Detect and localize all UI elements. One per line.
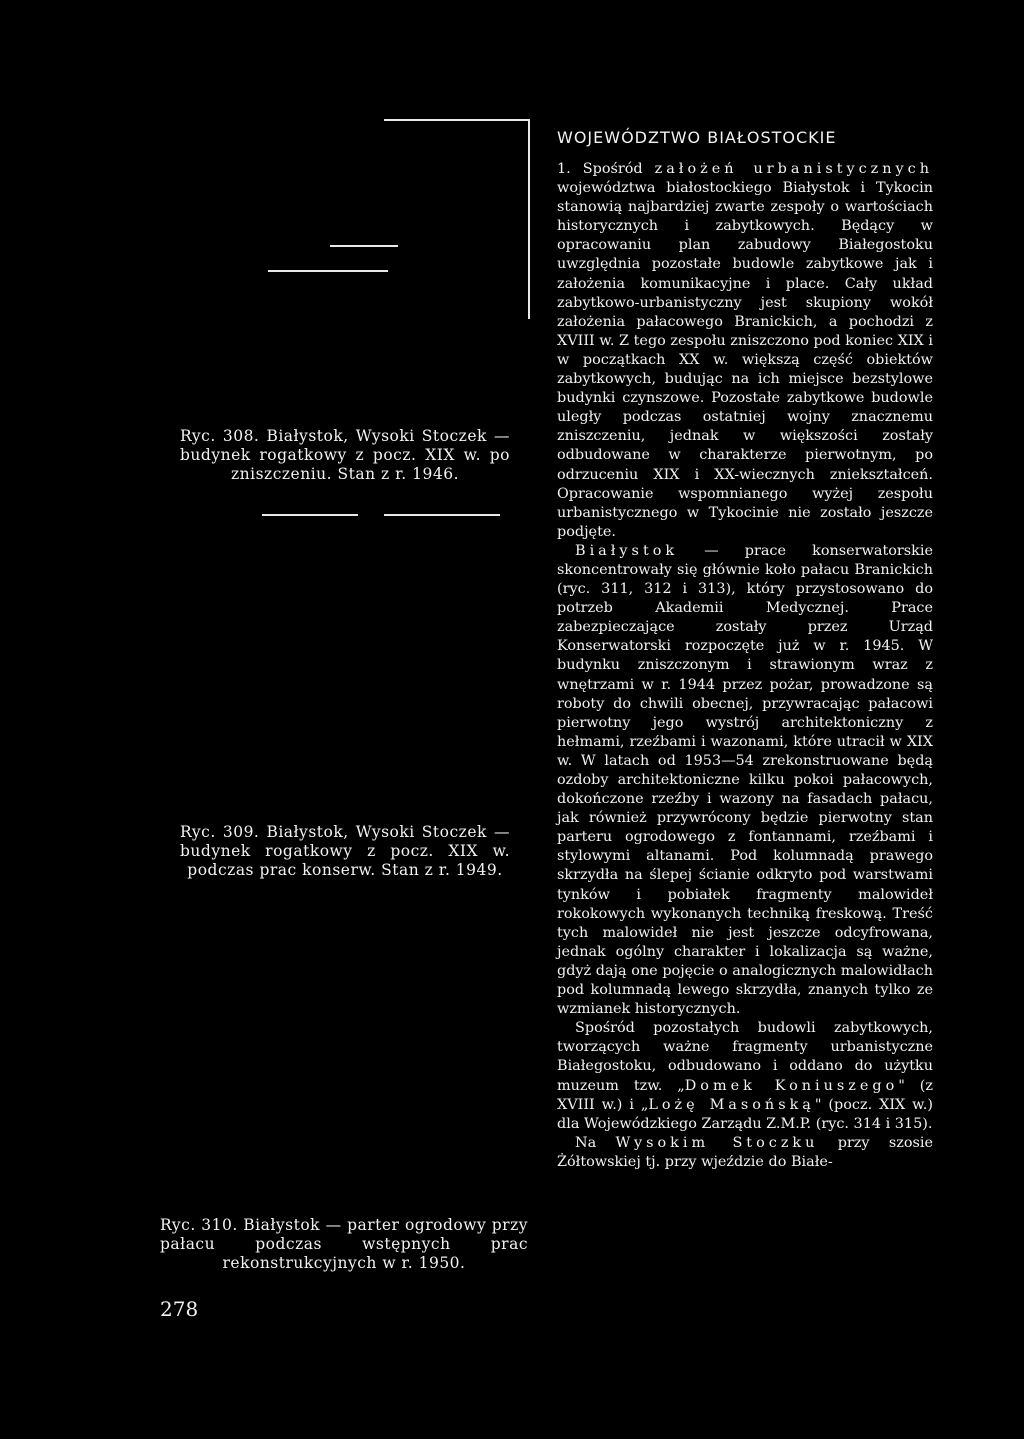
caption-ryc-308: Ryc. 308. Białystok, Wysoki Stoczek — budynek rogatkowy z pocz. XIX w. po zniszczeniu. Stan z r. 1946.	[180, 427, 510, 483]
body-text	[557, 160, 933, 1172]
paragraph-2: Białystok — prace konserwatorskie skoncentrowały się głównie koło pałacu Branickich (ryc. 311, 312 i 313), który przystosowano do potrzeb Akademii Medycznej. Prace zabezpieczające zostały przez Urząd Konserwatorski rozpoczęte już w r. 1945. W budynku zniszczonym i strawionym wraz z wnętrzami w r. 1944 przez pożar, prowadzone są roboty do chwili obecnej, przywracając pałacowi pierwotny jego wystrój architektoniczny z hełmami, rzeźbami i wazonami, które utracił w XIX w. W latach od 1953—54 zrekonstruowane będą ozdoby architektoniczne kilku pokoi pałacowych, dokończone rzeźby i wazony na fasadach pałacu, jak również przywrócony będzie pierwotny stan parteru ogrodowego z fontannami, rzeźbami i stylowymi altanami. Pod kolumnadą prawego skrzydła na ślepej ścianie odkryto pod warstwami tynków i pobiałek fragmenty malowideł rokokowych wykonanych techniką freskową. Treść tych malowideł nie jest jeszcze odcyfrowana, jednak ogólny charakter i lokalizacja są ważne, gdyż dają one pojęcie o analogicznych malowidłach pod kolumnadą lewego skrzydła, znanych tylko ze wzmianek historycznych.	[557, 542, 933, 1018]
top-rule	[384, 119, 530, 121]
separator-rule-right	[384, 514, 500, 516]
page-number: 278	[160, 1297, 199, 1321]
paragraph-1: 1. Spośród założeń urbanistycznych województwa białostockiego Białystok i Tykocin stanowią najbardziej zwarte zespoły o wartościach historycznych i zabytkowych. Będący w opracowaniu plan zabudowy Białegostoku uwzględnia pozostałe budowle zabytkowe jak i założenia komunikacyjne i place. Cały układ zabytkowo-urbanistyczny jest skupiony wokół założenia pałacowego Branickich, a pochodzi z XVIII w. Z tego zespołu zniszczono pod koniec XIX i w początkach XX w. większą część obiektów zabytkowych, budując na ich miejsce bezstylowe budynki czynszowe. Pozostałe zabytkowe budowle uległy podczas ostatniej wojny znacznemu zniszczeniu, jednak w większości zostały odbudowane w charakterze pierwotnym, po odrzuceniu XIX i XX-wiecznych zniekształceń. Opracowanie wspomnianego wyżej zespołu urbanistycznego w Tykocinie nie zostało jeszcze podjęte.	[557, 161, 933, 540]
mark-rule	[330, 245, 398, 247]
caption-ryc-309: Ryc. 309. Białystok, Wysoki Stoczek — budynek rogatkowy z pocz. XIX w. podczas prac konserw. Stan z r. 1949.	[180, 823, 510, 879]
paragraph-3: Spośród pozostałych budowli zabytkowych, tworzących ważne fragmenty urbanistyczne Białegostoku, odbudowano i oddano do użytku muzeum tzw. „Domek Koniuszego" (z XVIII w.) i „Lożę Masońską" (pocz. XIX w.) dla Wojewódzkiego Zarządu Z.M.P. (ryc. 314 i 315).	[557, 1020, 934, 1132]
section-heading: WOJEWÓDZTWO BIAŁOSTOCKIE	[557, 128, 837, 147]
caption-ryc-310: Ryc. 310. Białystok — parter ogrodowy przy pałacu podczas wstępnych prac rekonstrukcyjnych w r. 1950.	[160, 1216, 528, 1272]
vertical-rule	[528, 119, 530, 319]
mark-rule	[268, 270, 388, 272]
paragraph-4: Na Wysokim Stoczku przy szosie Żółtowskiej tj. przy wjeździe do Białe-	[557, 1134, 933, 1170]
separator-rule-left	[262, 514, 358, 516]
